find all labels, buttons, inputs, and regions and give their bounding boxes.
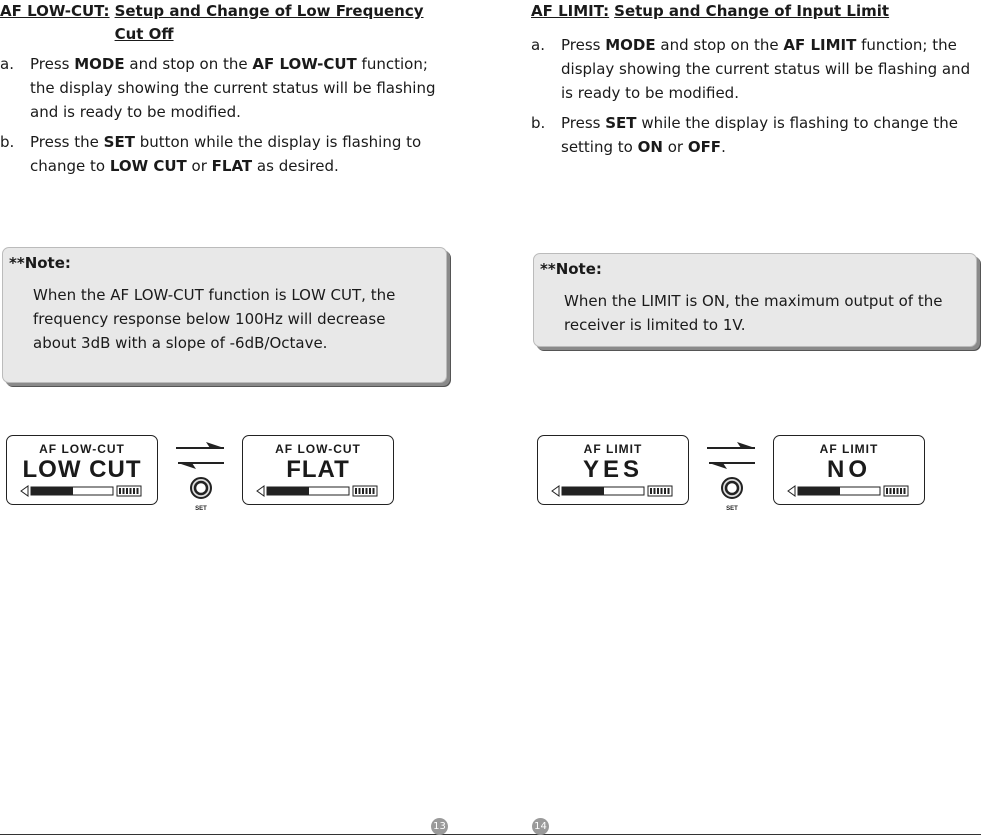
heading-text: Setup and Change of Input Limit [614,2,890,20]
heading-text: Setup and Change of Low Frequency Cut Off [114,2,424,43]
level-meter-icon [550,484,676,498]
lcd-display-no [773,435,925,505]
footer-rule [0,834,981,835]
lcd-title: AF LOW-CUT [39,442,125,456]
step-letter: b. [0,133,15,151]
lcd-title: AF LIMIT [819,442,879,456]
step-b: b. Press SET while the display is flashing to change the setting to ON or OFF. [531,111,981,159]
step-letter: b. [531,114,546,132]
right-arrow-icon [707,442,755,448]
left-arrow-icon [709,463,755,469]
note-box [2,247,447,383]
page-number-badge: 13 [431,818,448,835]
lcd-display-yes [537,435,689,505]
heading-keyword: AF LOW-CUT: [0,2,110,20]
lcd-title: AF LIMIT [583,442,643,456]
steps-list [0,52,448,178]
set-label: SET [195,506,207,512]
note-box [533,253,977,347]
heading-keyword: AF LIMIT: [531,2,610,20]
right-arrow-icon [176,442,224,448]
left-arrow-icon [178,463,224,469]
page-number-badge: 14 [532,818,549,835]
set-button-control [172,436,232,516]
step-b: b. Press the SET button while the display is flashing to change to LOW CUT or FLAT as desired. [0,130,448,178]
level-meter-icon [19,484,145,498]
set-label: SET [726,506,738,512]
set-button-icon [191,478,211,498]
lcd-value: FLAT [286,456,350,483]
section-heading [531,0,981,23]
note-title: **Note: [540,260,602,278]
level-meter-icon [786,484,912,498]
set-button-control [703,436,763,516]
step-a: a. Press MODE and stop on the AF LOW-CUT function; the display showing the current status will be flashing and is ready to be modified. [0,52,448,124]
steps-list [531,33,981,159]
page-14 [531,0,981,165]
step-letter: a. [531,36,545,54]
lcd-value: LOW CUT [22,456,142,483]
note-body: When the AF LOW-CUT function is LOW CUT, the frequency response below 100Hz will decrease about 3dB with a slope of -6dB/Octave. [33,286,396,352]
section-heading [0,0,448,46]
lcd-display-flat [242,435,394,505]
set-button-icon [722,478,742,498]
note-body: When the LIMIT is ON, the maximum output of the receiver is limited to 1V. [564,292,943,334]
lcd-value: NO [827,456,871,483]
step-a: a. Press MODE and stop on the AF LIMIT function; the display showing the current status will be flashing and is ready to be modified. [531,33,981,105]
step-letter: a. [0,55,14,73]
level-meter-icon [255,484,381,498]
note-title: **Note: [9,254,71,272]
lcd-value: YES [582,456,644,483]
lcd-display-low-cut [6,435,158,505]
page-13 [0,0,448,184]
lcd-title: AF LOW-CUT [275,442,361,456]
